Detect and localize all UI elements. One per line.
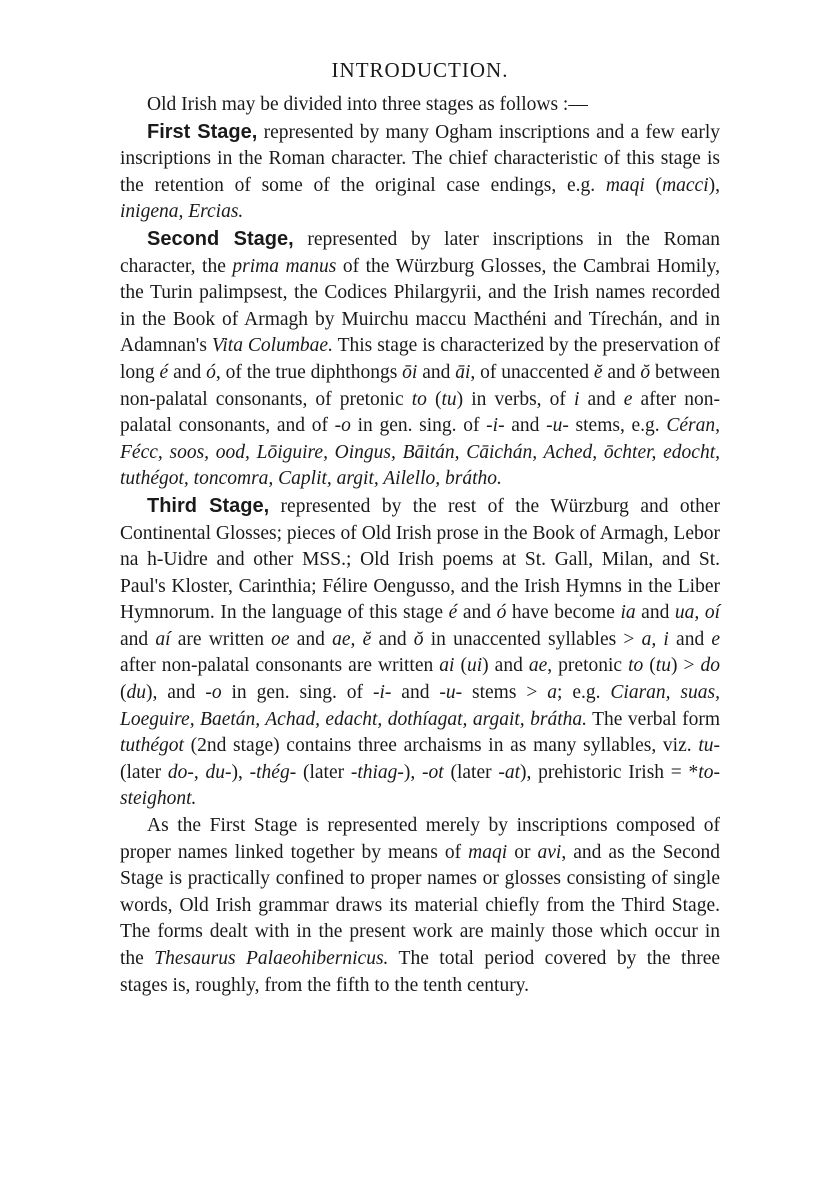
italic-term: ae, ĕ — [332, 628, 372, 650]
paragraph-third-stage — [120, 493, 720, 813]
italic-term: to — [628, 655, 644, 677]
text-run: and — [120, 628, 156, 650]
italic-term: tuthégot — [120, 735, 184, 757]
italic-term: inigena, Ercias. — [120, 201, 244, 223]
text-run: , of unaccented — [470, 361, 594, 383]
italic-term: ĕ — [593, 361, 603, 383]
paragraph-first-stage — [120, 119, 720, 226]
text-run: ), — [231, 761, 250, 783]
text-run: in unaccented syllables > — [423, 628, 642, 650]
text-run: The total period covered by the three stages is, roughly, from the fifth to the tenth century. — [120, 948, 721, 996]
text-run: have become — [506, 602, 621, 624]
italic-term: Céran, Fécc, soos, ood, Lōiguire, Oingus, Bāitán, Cāichán, Ached, ōchter, edocht, tuthégot, toncomra, Caplit, argit, Ailello, brátho. — [120, 415, 720, 490]
italic-term: tu- — [698, 735, 720, 757]
text-run: ( — [120, 682, 127, 704]
paragraph-conclusion — [120, 813, 720, 999]
text-run: ), prehistoric Irish = * — [520, 761, 699, 783]
italic-term: ae — [528, 655, 548, 677]
heading-third-stage: Third Stage, — [147, 494, 270, 517]
italic-term: -o — [205, 682, 222, 704]
italic-term: maqi — [605, 174, 645, 196]
text-run: (later — [443, 761, 499, 783]
italic-term: e — [623, 388, 633, 410]
italic-term: ŏ — [640, 361, 651, 383]
italic-term: tu — [655, 655, 671, 677]
text-run: The verbal form — [587, 708, 721, 730]
italic-term: é — [159, 361, 169, 383]
text-run: ), and — [146, 682, 206, 704]
text-run: between non-palatal consonants, of pretonic — [120, 361, 721, 410]
heading-first-stage: First Stage, — [147, 120, 258, 143]
italic-term: oe — [271, 628, 290, 650]
text-run: and — [289, 628, 333, 650]
paragraph-intro — [120, 92, 720, 119]
italic-term: ó — [206, 361, 216, 383]
italic-term: ŏ — [413, 628, 424, 650]
text-run: represented by the rest of the Würzburg and other Continental Glosses; pieces of Old Irish prose in the Book of Armagh, Lebor na h-Uidre and other MSS.; Old Irish poems at St. Gall, Milan, and St. Paul's Kloster, Carinthia; Félire Oengusso, and the Irish Hymns in the Liber Hymnorum. In the language of this stage — [120, 495, 720, 624]
italic-term: ia — [620, 602, 636, 624]
text-run: ) > — [670, 655, 701, 677]
text-run: and — [391, 682, 440, 704]
text-run: ; e.g. — [557, 682, 611, 704]
text-run: , pretonic — [547, 655, 629, 677]
text-run: This stage is characterized by the preservation of long — [120, 335, 720, 383]
text-run: ) in verbs, of — [456, 388, 574, 410]
italic-term: -thég- — [249, 761, 297, 783]
text-run: (later — [120, 761, 168, 783]
text-run: ( — [643, 655, 656, 677]
text-run: and — [668, 628, 712, 650]
text-run: and — [602, 361, 641, 383]
italic-term: -at — [498, 761, 521, 783]
italic-term: i — [573, 388, 580, 410]
italic-term: tu — [441, 388, 457, 410]
italic-term: Ciaran, suas, Loeguire, Baetán, Achad, edacht, dothíagat, argait, brátha. — [120, 682, 720, 730]
italic-term: Vita Columbae. — [211, 335, 333, 357]
text-run: As the First Stage is represented merely by inscriptions composed of proper names linked together by means of — [120, 815, 720, 863]
italic-term: macci — [662, 174, 709, 196]
text-run: and — [579, 388, 624, 410]
italic-term: aí — [155, 628, 171, 650]
body-text — [120, 92, 720, 999]
text-run: and — [635, 602, 675, 624]
italic-term: du — [126, 682, 146, 704]
italic-term: a, i — [641, 628, 669, 650]
italic-term: e — [711, 628, 721, 650]
italic-term: ōi — [402, 361, 418, 383]
text-run: (2nd stage) contains three archaisms in as many syllables, viz. — [183, 735, 699, 757]
text-run: ( — [644, 174, 663, 196]
text-run: , of the true diphthongs — [215, 361, 403, 383]
italic-term: prima manus — [232, 255, 337, 277]
text-run: and — [504, 415, 547, 437]
italic-term: -o — [334, 415, 351, 437]
italic-term: Thesaurus Palaeohibernicus. — [154, 948, 389, 969]
italic-term: to-steighont. — [120, 761, 720, 810]
text-run: (later — [296, 761, 351, 783]
text-run: after non-palatal consonants, and of — [120, 388, 720, 437]
italic-term: maqi — [468, 841, 508, 863]
italic-term: -ot — [422, 761, 444, 783]
paragraph-second-stage — [120, 226, 720, 493]
heading-second-stage: Second Stage, — [147, 227, 294, 250]
italic-term: to — [411, 388, 427, 410]
italic-term: -i- — [372, 682, 392, 704]
italic-term: -i- — [486, 415, 505, 437]
italic-term: āi — [455, 361, 471, 383]
text-run: ), — [708, 174, 720, 196]
text-run: ( — [426, 388, 442, 410]
italic-term: -thiag- — [350, 761, 404, 783]
page-title: INTRODUCTION. — [331, 58, 509, 82]
text-run: ), — [403, 761, 423, 783]
italic-term: ai — [439, 655, 455, 677]
text-run: represented by later inscriptions in the Roman character, the — [120, 228, 720, 277]
italic-term: ui — [466, 655, 483, 677]
text-run: in gen. sing. of — [350, 415, 487, 437]
text-run: and — [371, 628, 414, 650]
italic-term: -u- — [439, 682, 463, 704]
text-run: represented by many Ogham inscriptions and a few early inscriptions in the Roman character. The chief characteristic of this stage is the retention of some of the original case endings, e.g. — [120, 121, 720, 196]
text-run: Old Irish may be divided into three stages as follows :— — [147, 94, 588, 115]
text-run: and — [457, 602, 497, 624]
italic-term: ó — [496, 602, 507, 624]
text-run: and — [417, 361, 456, 383]
text-run: are written — [170, 628, 272, 650]
text-run: after non-palatal consonants are written — [120, 655, 440, 677]
italic-term: avi — [537, 841, 562, 863]
text-run: , and as the Second Stage is practically confined to proper names or glosses consisting of single words, Old Irish grammar draws its material chiefly from the Third Stage. The forms dealt with in the present work are mainly those which occur in the — [120, 841, 720, 969]
italic-term: ua, oí — [674, 602, 721, 624]
italic-term: é — [448, 602, 458, 624]
italic-term: do-, du- — [167, 761, 232, 783]
text-run: of the Würzburg Glosses, the Cambrai Homily, the Turin palimpsest, the Codices Philargyrii, and the Irish names recorded in the Book of Armagh by Muirchu maccu Macthéni and Tírechán, and in Adamnan's — [120, 255, 720, 357]
italic-term: a — [547, 682, 557, 704]
text-run: and — [168, 361, 207, 383]
text-run: stems, e.g. — [568, 415, 667, 437]
text-run: or — [507, 841, 538, 863]
italic-term: -u- — [546, 415, 569, 437]
text-run: in gen. sing. of — [221, 682, 373, 704]
text-run: ) and — [482, 655, 529, 677]
italic-term: do — [700, 655, 721, 677]
text-run: ( — [454, 655, 467, 677]
text-run: stems > — [462, 682, 548, 704]
